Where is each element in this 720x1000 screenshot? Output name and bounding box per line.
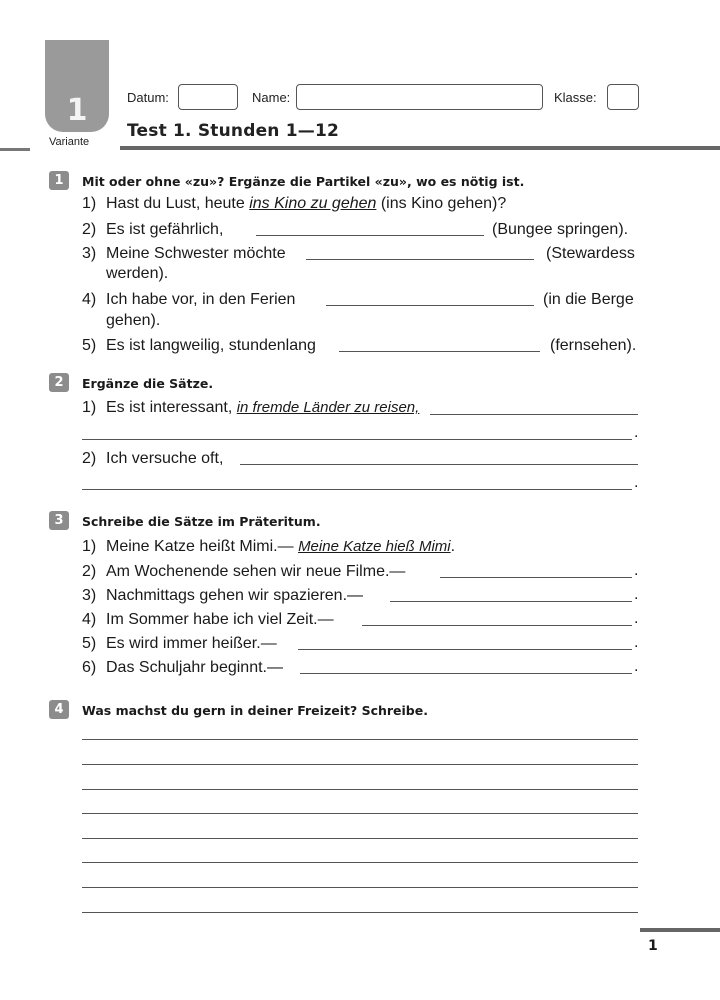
end-dot: . — [634, 474, 639, 491]
end-dot: . — [634, 658, 639, 675]
end-dot: . — [634, 610, 639, 627]
answer-line[interactable] — [362, 625, 632, 626]
item-text: Meine Schwester möchte — [106, 245, 286, 262]
item-number: 2) — [82, 221, 97, 238]
item-text: Es ist interessant, — [106, 399, 237, 416]
task-1-item-5-hint: (fernsehen). — [550, 337, 637, 354]
writing-line[interactable] — [82, 862, 638, 863]
task-2-item-1 — [82, 398, 419, 418]
item-number: 4) — [82, 611, 97, 628]
answer-line[interactable] — [300, 673, 632, 674]
writing-line[interactable] — [82, 789, 638, 790]
klasse-field[interactable] — [607, 84, 639, 110]
item-number: 2) — [82, 450, 97, 467]
task-2-badge: 2 — [49, 373, 69, 392]
answer-line[interactable] — [256, 235, 484, 236]
task-2-instruction: Ergänze die Sätze. — [82, 376, 214, 391]
task-3-instruction: Schreibe die Sätze im Präteritum. — [82, 514, 321, 529]
task-1-instruction: Mit oder ohne «zu»? Ergänze die Partikel «zu», wo es nötig ist. — [82, 174, 525, 189]
item-text-end: . — [450, 538, 456, 555]
task-3-item-4 — [82, 610, 334, 630]
writing-line[interactable] — [82, 887, 638, 888]
variant-label: Variante — [49, 136, 90, 148]
task-4-instruction: Was machst du gern in deiner Freizeit? Schreibe. — [82, 703, 428, 718]
datum-label: Datum: — [127, 90, 169, 105]
task-1-item-3 — [82, 244, 286, 264]
item-text: Hast du Lust, heute — [106, 195, 250, 212]
answer-line[interactable] — [339, 351, 540, 352]
answer-line[interactable] — [326, 305, 534, 306]
end-dot: . — [634, 634, 639, 651]
test-title: Test 1. Stunden 1—12 — [127, 121, 340, 141]
variant-number: 1 — [66, 93, 88, 128]
item-text: Es ist gefährlich, — [106, 221, 224, 238]
writing-line[interactable] — [82, 813, 638, 814]
task-1-item-4 — [82, 290, 295, 310]
item-text: Ich habe vor, in den Ferien — [106, 291, 296, 308]
name-label: Name: — [252, 90, 291, 105]
item-text: Das Schuljahr beginnt.— — [106, 659, 283, 676]
answer-line[interactable] — [82, 439, 632, 440]
task-4-badge: 4 — [49, 700, 69, 719]
item-number: 1) — [82, 538, 97, 555]
name-field[interactable] — [296, 84, 543, 110]
task-3-item-5 — [82, 634, 277, 654]
end-dot: . — [634, 424, 639, 441]
task-1-item-4-hint: (in die Berge — [543, 291, 634, 308]
datum-field[interactable] — [178, 84, 238, 110]
item-text: Am Wochenende sehen wir neue Filme.— — [106, 563, 406, 580]
writing-line[interactable] — [82, 912, 638, 913]
footer-rule — [640, 928, 720, 932]
task-1-item-5 — [82, 336, 316, 356]
end-dot: . — [634, 586, 639, 603]
writing-line[interactable] — [82, 764, 638, 765]
item-number: 3) — [82, 245, 97, 262]
item-number: 6) — [82, 659, 97, 676]
task-3-badge: 3 — [49, 511, 69, 530]
item-number: 3) — [82, 587, 97, 604]
writing-line[interactable] — [82, 739, 638, 740]
answer-line[interactable] — [298, 649, 632, 650]
item-text: Im Sommer habe ich viel Zeit.— — [106, 611, 334, 628]
item-text: Es wird immer heißer.— — [106, 635, 277, 652]
handwritten-answer: ins Kino zu gehen — [249, 195, 377, 212]
writing-line[interactable] — [82, 838, 638, 839]
answer-line[interactable] — [440, 577, 632, 578]
item-text: Nachmittags gehen wir spazieren.— — [106, 587, 364, 604]
klasse-label: Klasse: — [554, 90, 597, 105]
item-number: 4) — [82, 291, 97, 308]
answer-line[interactable] — [82, 489, 632, 490]
task-1-item-3-cont: werden). — [106, 265, 169, 282]
item-text-end: (ins Kino gehen)? — [376, 195, 507, 212]
variant-tab — [45, 40, 109, 132]
task-2-item-2 — [82, 449, 223, 469]
item-number: 1) — [82, 195, 97, 212]
item-number: 2) — [82, 563, 97, 580]
task-3-item-2 — [82, 562, 405, 582]
task-3-item-1 — [82, 537, 455, 557]
task-1-badge: 1 — [49, 171, 69, 190]
task-1-item-1 — [82, 194, 506, 214]
task-1-item-4-cont: gehen). — [106, 312, 161, 329]
task-3-item-6 — [82, 658, 283, 678]
item-text: Meine Katze heißt Mimi.— — [106, 538, 299, 555]
task-1-item-2 — [82, 220, 223, 240]
answer-line[interactable] — [306, 259, 534, 260]
handwritten-answer: Meine Katze hieß Mimi — [298, 538, 451, 555]
task-3-item-3 — [82, 586, 363, 606]
item-number: 5) — [82, 635, 97, 652]
handwritten-answer: in fremde Länder zu reisen, — [236, 399, 420, 416]
item-text: Es ist langweilig, stundenlang — [106, 337, 316, 354]
task-1-item-2-hint: (Bungee springen). — [492, 221, 629, 238]
answer-line[interactable] — [430, 414, 638, 415]
item-number: 1) — [82, 399, 97, 416]
item-number: 5) — [82, 337, 97, 354]
end-dot: . — [634, 562, 639, 579]
page-number: 1 — [648, 938, 658, 954]
answer-line[interactable] — [390, 601, 632, 602]
title-rule — [120, 146, 720, 150]
item-text: Ich versuche oft, — [106, 450, 224, 467]
answer-line[interactable] — [240, 464, 638, 465]
left-divider — [0, 148, 30, 151]
task-1-item-3-hint: (Stewardess — [546, 245, 635, 262]
